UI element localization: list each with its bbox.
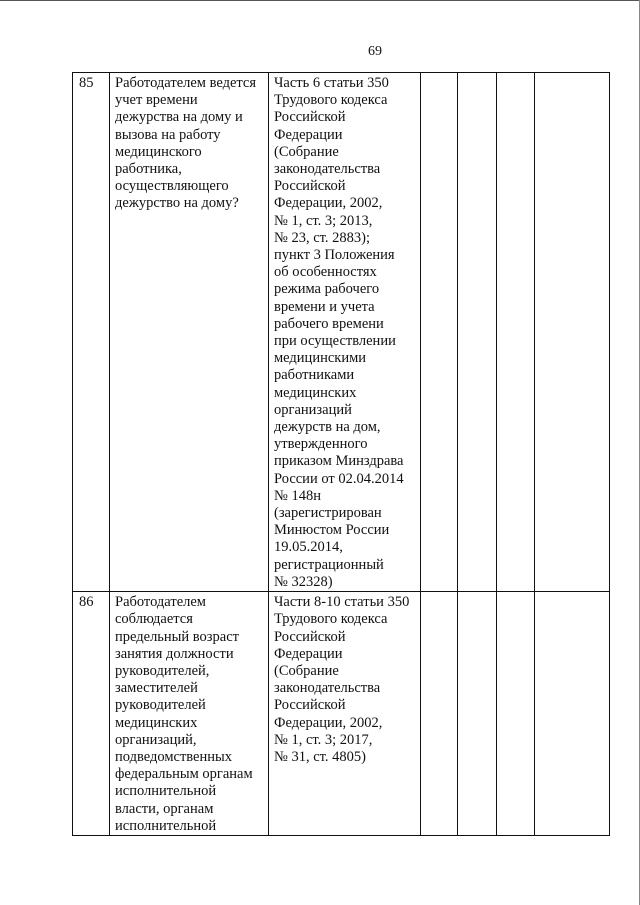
row-number-cell: 85 [73, 73, 110, 592]
notes-cell [535, 592, 610, 836]
row-number-cell: 86 [73, 592, 110, 836]
requirement-cell: Работодателем соблюдается предельный возраст занятия должности руководителей, заместителей руководителей медицинских организаций, подведомственных федеральным органам исполнительной власти, органам исполнительной [110, 592, 269, 836]
legal-reference-cell: Части 8-10 статьи 350 Трудового кодекса Российской Федерации (Собрание законодательства Российской Федерации, 2002, № 1, ст. 3; 2017, № 31, ст. 4805) [269, 592, 421, 836]
answer-cell-yes [421, 73, 458, 592]
table-row [73, 73, 610, 592]
requirement-cell: Работодателем ведется учет времени дежурства на дому и вызова на работу медицинского работника, осуществляющего дежурство на дому? [110, 73, 269, 592]
answer-cell-no [458, 592, 497, 836]
checklist-table [72, 72, 610, 836]
page-number: 69 [368, 44, 382, 59]
answer-cell-no [458, 73, 497, 592]
legal-reference-cell: Часть 6 статьи 350 Трудового кодекса Российской Федерации (Собрание законодательства Российской Федерации, 2002, № 1, ст. 3; 2013, № 23, ст. 2883); пункт 3 Положения об особенностях режима рабочего времени и учета рабочего времени при осуществлении медицинскими работниками медицинских организаций дежурств на дом, утвержденного приказом Минздрава России от 02.04.2014 № 148н (зарегистрирован Минюстом России 19.05.2014, регистрационный № 32328) [269, 73, 421, 592]
scan-top-edge [0, 0, 640, 1]
table-row [73, 592, 610, 836]
notes-cell [535, 73, 610, 592]
answer-cell-yes [421, 592, 458, 836]
answer-cell-na [497, 592, 535, 836]
answer-cell-na [497, 73, 535, 592]
